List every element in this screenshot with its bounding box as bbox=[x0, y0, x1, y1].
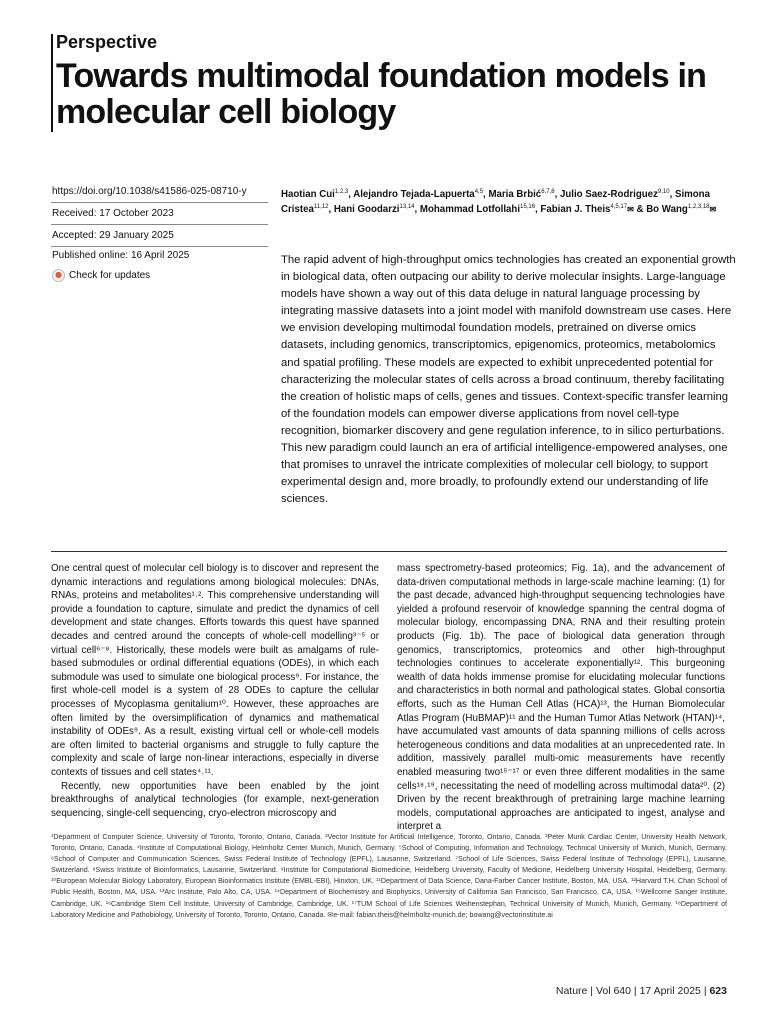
author-name[interactable] bbox=[646, 204, 716, 215]
footer-journal: Nature bbox=[555, 985, 588, 997]
author-name-text: Simona Cristea bbox=[281, 189, 710, 216]
page-footer bbox=[556, 985, 727, 997]
author-name[interactable] bbox=[334, 204, 415, 215]
author-separator: , bbox=[535, 204, 541, 216]
author-affiliation: 9,10 bbox=[657, 189, 670, 195]
author-affiliation: 1,2,3,18 bbox=[687, 204, 710, 211]
footer-date: 17 April 2025 bbox=[639, 985, 701, 997]
author-affiliation: 15,16 bbox=[520, 204, 536, 211]
body-paragraph: Recently, new opportunities have been enabled by the joint breakthroughs of analytical technologies (for example, next-generation sequencing, single-cell sequencing, cryo-electron microscopy and bbox=[51, 780, 379, 819]
meta-divider bbox=[51, 224, 268, 225]
footer-volume: Vol 640 bbox=[595, 985, 631, 997]
author-affiliation: 6,7,8 bbox=[541, 189, 555, 195]
author-name-text: Mohammad Lotfollahi bbox=[419, 204, 521, 216]
author-affiliation: 4,5,17 bbox=[610, 204, 628, 211]
author-name-text: Bo Wang bbox=[646, 204, 688, 216]
check-updates-label: Check for updates bbox=[69, 270, 151, 281]
abstract: The rapid advent of high-throughput omics technologies has created an exponential growth in biological data, often outpacing our ability to derive molecular insights. Large-language models have shown a way out of this data deluge in natural language processing by integrating massive datasets into a joint model with manifold downstream use cases. Here we envision developing multimodal foundation models, pretrained on diverse omics datasets, including genomics, transcriptomics, epigenomics, proteomics, metabolomics and spatial profiling. These models are expected to exhibit unprecedented potential for characterizing the molecular states of cells across a broad continuum, thereby facilitating the creation of holistic maps of cells, genes and tissues. Context-specific transfer learning of the foundation models can empower diverse applications from novel cell-type recognition, biomarker discovery and gene regulation inference, to in silico perturbations. This new paradigm could launch an era of artificial intelligence-empowered analyses, one that promises to unravel the intricate complexities of molecular cell biology, to support experimental design and, more broadly, to profoundly extend our understanding of life sciences. bbox=[281, 254, 736, 506]
check-updates-icon bbox=[52, 269, 65, 282]
doi-link[interactable]: https://doi.org/10.1038/s41586-025-08710-y bbox=[52, 186, 247, 197]
author-affiliation: 11,12 bbox=[313, 204, 329, 211]
email-icon[interactable]: ✉ bbox=[709, 205, 717, 215]
footer-sep: | bbox=[703, 985, 710, 997]
author-separator: , bbox=[328, 204, 334, 216]
footer-sep: | bbox=[590, 985, 596, 997]
article-title: Towards multimodal foundation models in molecular cell biology bbox=[56, 57, 707, 131]
author-separator: , bbox=[554, 189, 560, 201]
author-name[interactable] bbox=[560, 189, 670, 200]
author-separator: & bbox=[633, 204, 647, 216]
author-separator: , bbox=[414, 204, 420, 216]
author-name-text: Hani Goodarzi bbox=[333, 204, 400, 216]
author-name-text: Haotian Cui bbox=[281, 189, 335, 201]
published-date: Published online: 16 April 2025 bbox=[52, 250, 190, 261]
author-affiliation: 4,5 bbox=[474, 189, 484, 195]
author-name[interactable] bbox=[488, 189, 554, 200]
received-date: Received: 17 October 2023 bbox=[52, 208, 174, 219]
body-column-right bbox=[397, 562, 725, 834]
author-name[interactable] bbox=[420, 204, 535, 215]
accepted-date: Accepted: 29 January 2025 bbox=[52, 230, 174, 241]
body-divider bbox=[51, 551, 727, 552]
footer-sep: | bbox=[633, 985, 640, 997]
author-name-text: Fabian J. Theis bbox=[540, 204, 611, 216]
header-bar bbox=[51, 34, 53, 132]
author-affiliation: 13,14 bbox=[399, 204, 415, 211]
section-label: Perspective bbox=[56, 32, 158, 52]
affiliations: ¹Department of Computer Science, University of Toronto, Toronto, Ontario, Canada. ²Vector Institute for Artificial Intelligence, Toronto, Ontario, Canada. ³Peter Munk Cardiac Center, University Health Network, Toronto, Ontario, Canada. ⁴Institute of Computational Biology, Helmholtz Center Munich, Munich, Germany. ⁵School of Computing, Information and Technology, Technical University of Munich, Munich, Germany. ⁶School of Computer and Communication Sciences, Swiss Federal Institute of Technology (EPFL), Lausanne, Switzerland. ⁷School of Life Sciences, Swiss Federal Institute of Technology (EPFL), Lausanne, Switzerland. ⁸Swiss Institute of Bioinformatics, Lausanne, Switzerland. ⁹Institute for Computational Biomedicine, Heidelberg University, Faculty of Medicine, Heidelberg University Hospital, Heidelberg, Germany. ¹⁰European Molecular Biology Laboratory, European Bioinformatics Institute (EMBL-EBI), Hinxton, UK. ¹¹Department of Data Science, Dana-Farber Cancer Institute, Boston, MA, USA. ¹²Harvard T.H. Chan School of Public Health, Boston, MA, USA. ¹³Arc Institute, Palo Alto, CA, USA. ¹⁴Department of Biochemistry and Biophysics, University of California San Francisco, San Francisco, CA, USA. ¹⁵Wellcome Sanger Institute, Cambridge, UK. ¹⁶Cambridge Stem Cell Institute, University of Cambridge, Cambridge, UK. ¹⁷TUM School of Life Sciences Weihenstephan, Technical University of Munich, Munich, Germany. ¹⁸Department of Laboratory Medicine and Pathobiology, University of Toronto, Toronto, Ontario, Canada. ✉e-mail: fabian.theis@helmholtz-munich.de; bowang@vectorinstitute.ai bbox=[51, 833, 727, 919]
author-name-text: Maria Brbić bbox=[488, 189, 542, 201]
email-icon[interactable]: ✉ bbox=[627, 205, 634, 215]
body-paragraph: One central quest of molecular cell biology is to discover and represent the dynamic interactions and regulations among biological molecules: DNAs, RNAs, proteins and metabolites¹˒². This comprehensive understanding will provide a foundation to capture, simulate and predict the dynamics of cell development and state changes. Efforts towards this quest have spanned decades and centred around the concepts of whole-cell modelling³⁻⁵ or virtual cell⁶⁻⁸. Historically, these models were built as amalgams of rule-based submodules or ordinal differential equations (ODEs), in which each submodule was used to simulate one biological process⁹. For instance, the first whole-cell model is a system of 28 ODEs to capture the cellular processes of Mycoplasma genitalium¹⁰. However, these approaches are often limited by the oversimplification of dynamics and mathematical instability of ODEs⁹. As a result, existing virtual cell or whole-cell models are often limited to bacterial organisms and struggle to fully capture the complexity and scale of large non-linear interactions, especially in diverse contexts of tissues and cell states⁴˒¹¹. bbox=[51, 563, 379, 778]
author-separator: , bbox=[669, 189, 675, 201]
body-paragraph: mass spectrometry-based proteomics; Fig. 1a), and the advancement of data-driven computational methods in large-scale machine learning: (1) for the past decade, advanced high-throughput sequencing technologies have yielded a profound reservoir of knowledge spanning the central dogma of molecular biology, encompassing DNA, RNA and their resulting protein products (Fig. 1b). The pace of biological data generation through genomics, transcriptomics, proteomics and other high-throughput technologies continues to accelerate exponentially¹². This burgeoning wealth of data holds immense promise for elucidating molecular functions and characteristics in both normal and pathological states. Global consortia efforts, such as the Human Cell Atlas (HCA)¹³, the Human Biomolecular Atlas Program (HuBMAP)¹¹ and the Human Tumor Atlas Network (HTAN)¹⁴, have accumulated vast amounts of data spanning millions of cells across heterogeneous conditions and data modalities at an unprecedented rate. In addition, massively parallel multi-omic measurements have recently enabled measuring two¹⁵⁻¹⁷ or even three different modalities in the same cells¹⁸˒¹⁹, necessitating the need of modelling across multimodal data²⁰. (2) Driven by the recent breakthrough of pretraining large machine learning models, computational approaches are anticipated to ingest, analyse and interpret a bbox=[397, 563, 725, 833]
author-list bbox=[281, 186, 726, 216]
author-affiliation: 1,2,3 bbox=[334, 189, 349, 195]
check-updates-button[interactable] bbox=[52, 269, 150, 282]
author-name[interactable] bbox=[281, 189, 348, 200]
footer-page-number: 623 bbox=[709, 985, 727, 997]
author-separator: , bbox=[348, 189, 354, 201]
meta-divider bbox=[51, 202, 268, 203]
body-column-left bbox=[51, 562, 379, 820]
author-name[interactable] bbox=[353, 189, 483, 200]
author-name-text: Julio Saez-Rodriguez bbox=[559, 189, 658, 201]
author-separator: , bbox=[483, 189, 489, 201]
meta-divider bbox=[51, 246, 268, 247]
author-name-text: Alejandro Tejada-Lapuerta bbox=[353, 189, 475, 201]
author-name[interactable] bbox=[540, 204, 633, 215]
